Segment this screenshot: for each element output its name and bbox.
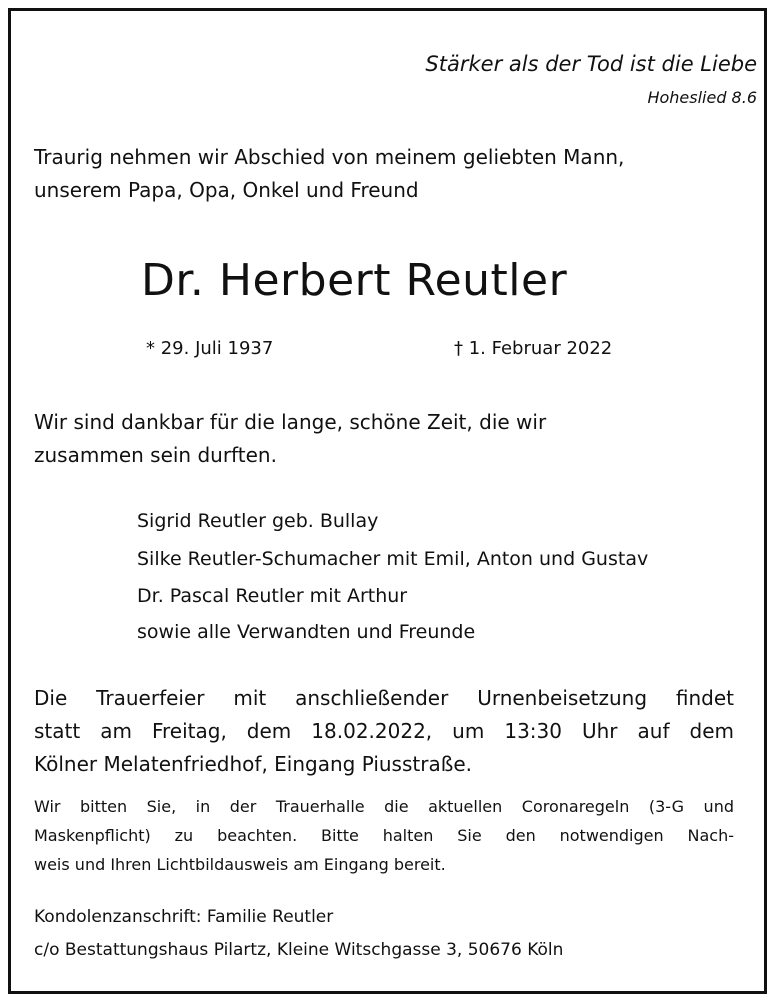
bible-quote: Stärker als der Tod ist die Liebe — [425, 52, 757, 76]
birth-date: * 29. Juli 1937 — [146, 338, 274, 359]
condolence-address-line: Kondolenzanschrift: Familie Reutler — [34, 907, 334, 927]
deceased-name: Dr. Herbert Reutler — [141, 255, 568, 306]
corona-notice-line: Maskenpflicht) zu beachten. Bitte halten Sie den notwendigen Nach- — [34, 826, 734, 845]
thanks-line: zusammen sein durften. — [34, 443, 277, 467]
corona-notice-line: weis und Ihren Lichtbildausweis am Eingang bereit. — [34, 855, 446, 874]
corona-notice-line: Wir bitten Sie, in der Trauerhalle die aktuellen Coronaregeln (3-G und — [34, 797, 734, 816]
condolence-address-line: c/o Bestattungshaus Pilartz, Kleine Witschgasse 3, 50676 Köln — [34, 940, 564, 960]
intro-line: Traurig nehmen wir Abschied von meinem geliebten Mann, — [34, 145, 625, 169]
service-line: statt am Freitag, dem 18.02.2022, um 13:30 Uhr auf dem — [34, 719, 734, 743]
intro-line: unserem Papa, Opa, Onkel und Freund — [34, 178, 419, 202]
bible-quote-source: Hoheslied 8.6 — [647, 88, 757, 107]
service-line: Kölner Melatenfriedhof, Eingang Piusstraße. — [34, 752, 472, 776]
service-line: Die Trauerfeier mit anschließender Urnenbeisetzung findet — [34, 686, 734, 710]
mourner-line: Silke Reutler-Schumacher mit Emil, Anton und Gustav — [137, 548, 649, 570]
mourner-line: Sigrid Reutler geb. Bullay — [137, 510, 379, 532]
mourner-line: Dr. Pascal Reutler mit Arthur — [137, 585, 408, 607]
mourner-line: sowie alle Verwandten und Freunde — [137, 621, 476, 643]
death-date: † 1. Februar 2022 — [454, 338, 613, 359]
thanks-line: Wir sind dankbar für die lange, schöne Zeit, die wir — [34, 410, 547, 434]
